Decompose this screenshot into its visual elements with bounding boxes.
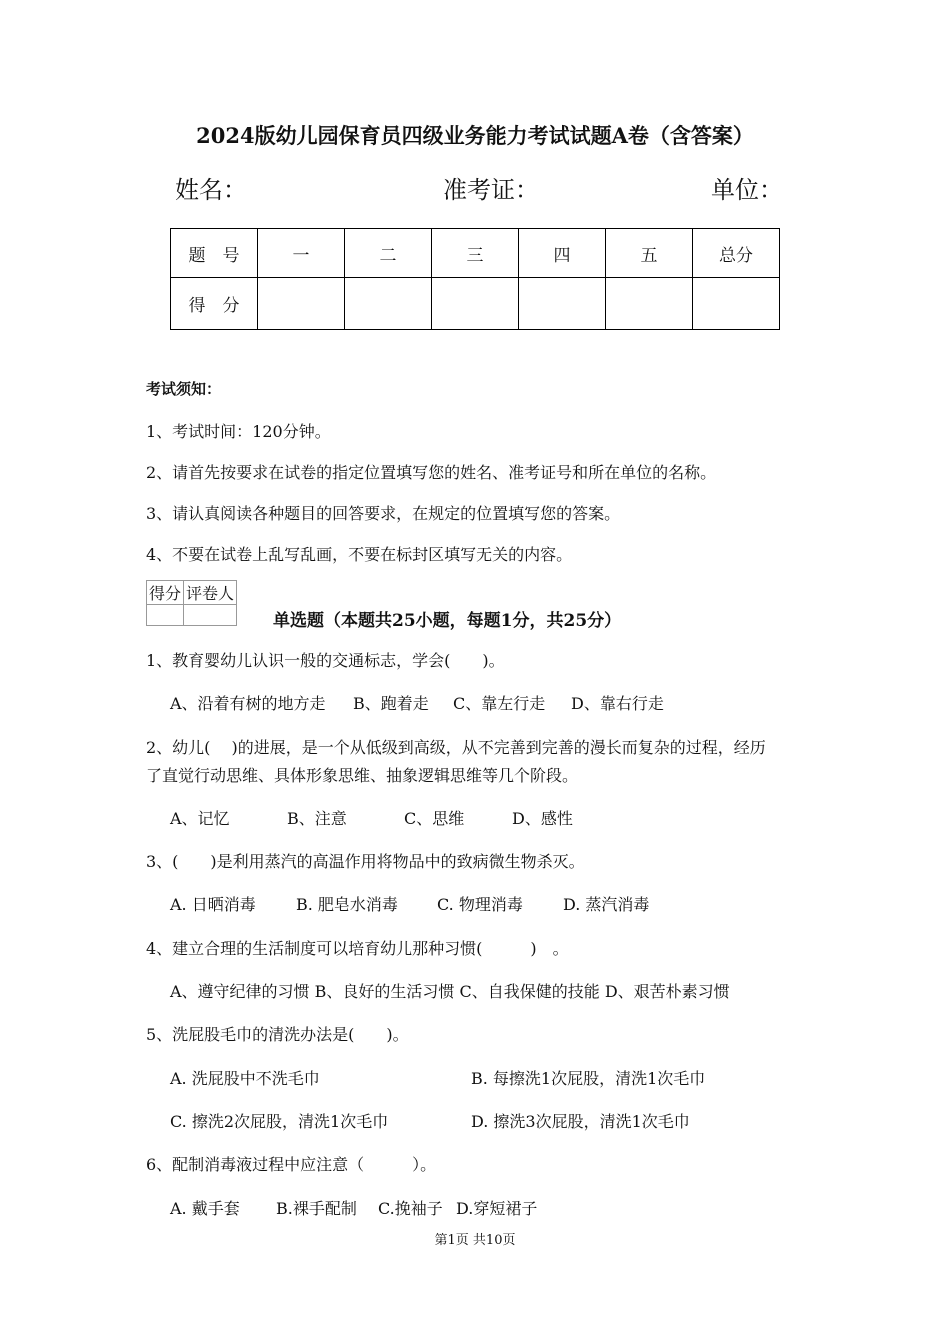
question-option: C、思维	[404, 809, 465, 828]
notice-item: 3、请认真阅读各种题目的回答要求，在规定的位置填写您的答案。	[146, 504, 621, 523]
score-header-cell: 一	[258, 229, 345, 278]
question-stem: 4、建立合理的生活制度可以培育幼儿那种习惯( ) 。	[146, 939, 569, 958]
question-stem: 2、幼儿( )的进展，是一个从低级到高级，从不完善到完善的漫长而复杂的过程，经历	[146, 738, 766, 757]
score-header-cell: 五	[606, 229, 693, 278]
question-option: B、注意	[287, 809, 347, 828]
question-option: D.穿短裙子	[456, 1199, 538, 1218]
score-cell[interactable]	[345, 278, 432, 330]
score-cell[interactable]	[432, 278, 519, 330]
score-cell[interactable]	[519, 278, 606, 330]
grader-box	[146, 580, 237, 626]
notice-heading: 考试须知：	[146, 380, 222, 398]
question-option: D、靠右行走	[571, 694, 664, 713]
question-option: A. 洗屁股中不洗毛巾	[170, 1069, 320, 1088]
question-option: A、沿着有树的地方走	[170, 694, 326, 713]
question-option: B、跑着走	[353, 694, 429, 713]
notice-item: 4、不要在试卷上乱写乱画，不要在标封区填写无关的内容。	[146, 545, 573, 564]
unit-label: 单位：	[711, 176, 783, 204]
grader-reviewer-cell[interactable]	[184, 605, 237, 626]
question-option: C. 擦洗2次屁股，清洗1次毛巾	[170, 1112, 389, 1131]
question-option: B.裸手配制	[276, 1199, 357, 1218]
score-header-cell: 二	[345, 229, 432, 278]
question-option: D. 擦洗3次屁股，清洗1次毛巾	[471, 1112, 690, 1131]
question-option: B. 每擦洗1次屁股，清洗1次毛巾	[471, 1069, 706, 1088]
question-option: B. 肥皂水消毒	[296, 895, 398, 914]
question-option: A、记忆	[170, 809, 230, 828]
question-stem-cont: 了直觉行动思维、具体形象思维、抽象逻辑思维等几个阶段。	[146, 766, 579, 785]
score-cell[interactable]	[693, 278, 780, 330]
exam-id-label: 准考证：	[443, 176, 539, 204]
score-cell[interactable]	[258, 278, 345, 330]
score-header-cell: 四	[519, 229, 606, 278]
grader-reviewer-label: 评卷人	[184, 581, 237, 605]
notice-item: 2、请首先按要求在试卷的指定位置填写您的姓名、准考证号和所在单位的名称。	[146, 463, 717, 482]
question-option: A. 戴手套	[170, 1199, 240, 1218]
section-title: 单选题（本题共25小题，每题1分，共25分）	[273, 611, 622, 631]
question-option: D、感性	[512, 809, 573, 828]
question-option: C. 物理消毒	[437, 895, 523, 914]
name-label: 姓名：	[175, 176, 247, 204]
question-option: C.挽袖子	[378, 1199, 443, 1218]
score-header-cell: 三	[432, 229, 519, 278]
question-stem: 5、洗屁股毛巾的清洗办法是( )。	[146, 1025, 409, 1044]
page-title: 2024版幼儿园保育员四级业务能力考试试题A卷（含答案）	[196, 123, 754, 148]
score-cell[interactable]	[606, 278, 693, 330]
question-option: C、靠左行走	[453, 694, 546, 713]
question-option: D. 蒸汽消毒	[563, 895, 650, 914]
question-stem: 6、配制消毒液过程中应注意（ ）。	[146, 1155, 437, 1174]
score-header-cell: 题 号	[171, 229, 258, 278]
score-row-label: 得 分	[171, 278, 258, 330]
grader-score-label: 得分	[147, 581, 184, 605]
question-option: A. 日晒消毒	[170, 895, 256, 914]
score-header-cell: 总分	[693, 229, 780, 278]
question-stem: 1、教育婴幼儿认识一般的交通标志，学会( )。	[146, 651, 505, 670]
question-stem: 3、( )是利用蒸汽的高温作用将物品中的致病微生物杀灭。	[146, 852, 585, 871]
question-options-line: A、遵守纪律的习惯 B、良好的生活习惯 C、自我保健的技能 D、艰苦朴素习惯	[170, 982, 730, 1001]
score-table	[170, 228, 780, 330]
page-footer: 第1页 共10页	[434, 1233, 516, 1248]
grader-score-cell[interactable]	[147, 605, 184, 626]
notice-item: 1、考试时间：120分钟。	[146, 422, 331, 441]
